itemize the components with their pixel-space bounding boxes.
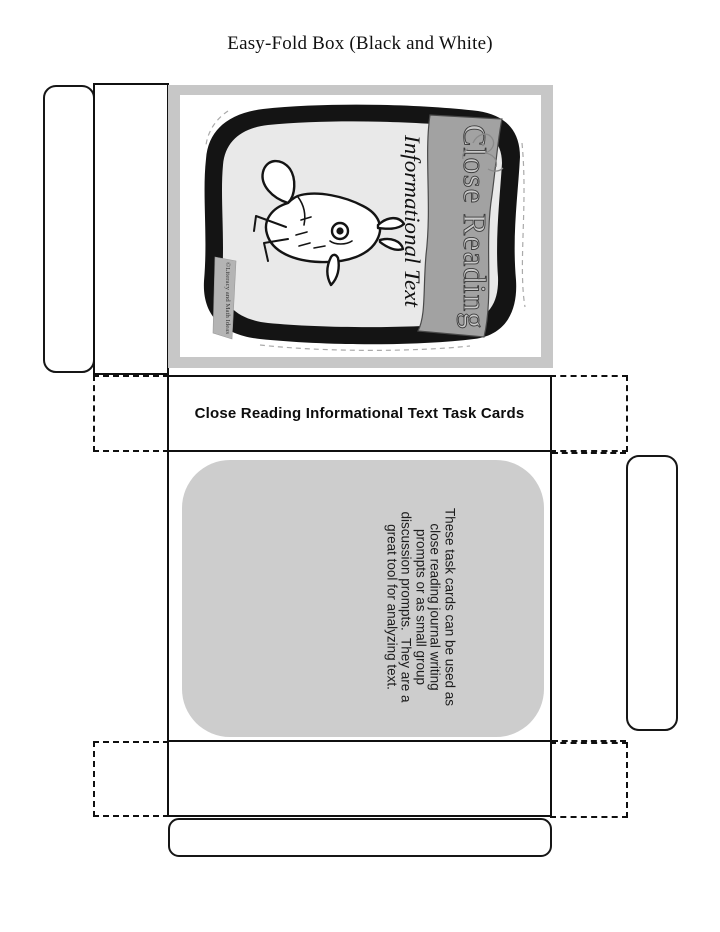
description-line: These task cards can be used as [442, 507, 458, 706]
box-cover-art [168, 85, 553, 368]
fold-tab-right [626, 455, 678, 731]
credit-strip [213, 257, 236, 339]
fold-tab-bottom [168, 818, 552, 857]
description-line: discussion prompts. They are a [398, 510, 414, 703]
box-back-panel [167, 452, 552, 742]
cover-subtitle: Informational Text [400, 135, 425, 299]
glue-flap-bottom-right [550, 742, 628, 818]
description-line: prompts or as small group [413, 528, 429, 685]
description-line: great tool for analyzing text. [384, 523, 400, 690]
front-panel-label: Close Reading Informational Text Task Cards [194, 405, 525, 422]
fold-flap-left [93, 83, 169, 375]
cover-banner-title: Close Reading [457, 124, 493, 326]
fold-tab-left [43, 85, 95, 373]
box-cover-panel [168, 85, 553, 368]
description-line: close reading journal writing [427, 522, 443, 691]
fold-flap-right [552, 452, 626, 742]
box-front-panel [167, 375, 552, 452]
description-panel [182, 460, 544, 737]
page-title: Easy-Fold Box (Black and White) [227, 33, 493, 54]
credit-text: ©Literacy and Math Ideas [224, 262, 231, 331]
glue-flap-bottom-left [93, 741, 169, 817]
fold-flap-bottom [167, 742, 552, 817]
description-text [384, 477, 457, 737]
glue-flap-top-right [550, 375, 628, 452]
glue-flap-top-left [93, 375, 169, 452]
